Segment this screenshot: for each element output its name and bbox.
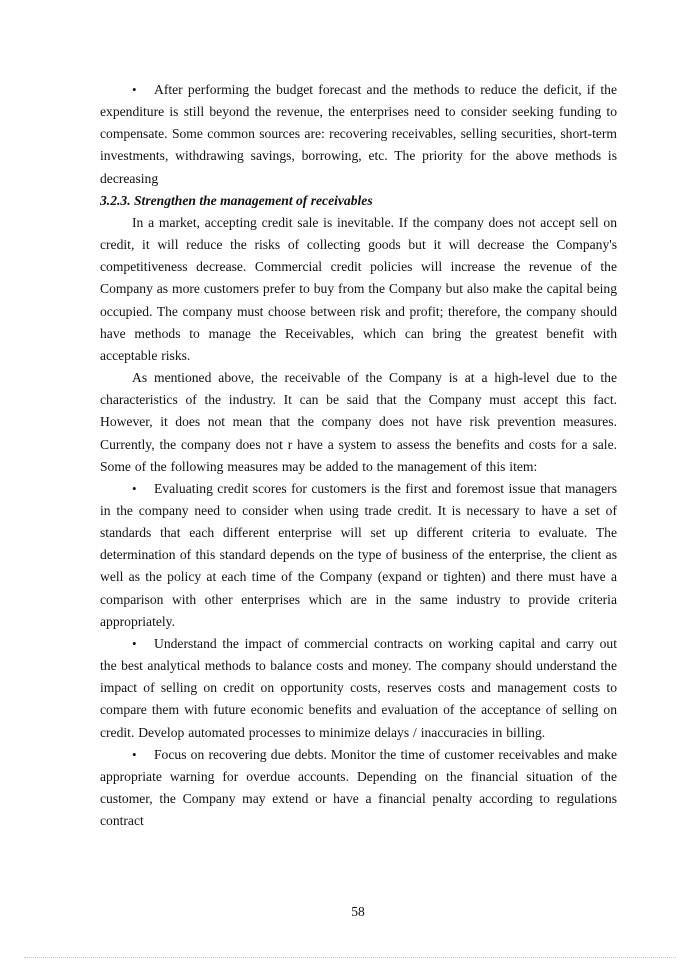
body-text — [100, 79, 617, 832]
paragraph-text: Understand the impact of commercial contracts on working capital and carry out the best analytical methods to balance costs and money. The company should understand the impact of selling on credit on opportunity costs, reserves costs and management costs to compare them with future economic benefits and evaluation of the acceptance of selling on credit. Develop automated processes to minimize delays / inaccuracies in billing. — [100, 635, 617, 740]
bullet-icon: • — [132, 82, 137, 97]
paragraph-credit-sale: In a market, accepting credit sale is inevitable. If the company does not accept sell on credit, it will reduce the risks of collecting goods but it will decrease the Company's competitiveness decrease. Commercial credit policies will increase the revenue of the Company as more customers prefer to buy from the Company but also make the capital being occupied. The company must choose between risk and profit; therefore, the company should have methods to manage the Receivables, which can bring the greatest benefit with acceptable risks. — [100, 214, 617, 363]
bullet-icon: • — [132, 635, 137, 651]
bullet-paragraph-funding — [100, 79, 617, 190]
section-heading: 3.2.3. Strengthen the management of receivables — [100, 192, 373, 208]
paragraph-text: Evaluating credit scores for customers is the first and foremost issue that managers in the company need to consider when using trade credit. It is necessary to have a set of standards that each different enterprise will set up different criteria to evaluate. The determination of this standard depends on the type of business of the enterprise, the client as well as the policy at each time of the Company (expand or tighten) and there must have a comparison with other enterprises which are in the same industry to provide criteria appropriately. — [100, 480, 617, 629]
paragraph-text: After performing the budget forecast and the methods to reduce the deficit, if the expenditure is still beyond the revenue, the enterprises need to consider seeking funding to compensate. Some common sources are: recovering receivables, selling securities, short-term investments, withdrawing savings, borrowing, etc. The priority for the above methods is decreasing — [100, 82, 617, 186]
page-number: 58 — [351, 904, 365, 919]
bullet-paragraph-due-debts — [100, 744, 617, 833]
bullet-icon: • — [132, 480, 137, 496]
paragraph-text: Focus on recovering due debts. Monitor the time of customer receivables and make appropriate warning for overdue accounts. Depending on the financial situation of the customer, the Company may extend or have a financial penalty according to regulations contract — [100, 746, 617, 829]
bullet-icon: • — [132, 746, 137, 762]
bullet-paragraph-contracts — [100, 633, 617, 744]
page-bottom-divider — [24, 957, 676, 958]
bullet-paragraph-credit-scores — [100, 478, 617, 633]
paragraph-receivable-level: As mentioned above, the receivable of the Company is at a high-level due to the characteristics of the industry. It can be said that the Company must accept this fact. However, it does not mean that the company does not have risk prevention measures. Currently, the company does not r have a system to assess the benefits and costs for a sale. Some of the following measures may be added to the management of this item: — [100, 370, 617, 474]
